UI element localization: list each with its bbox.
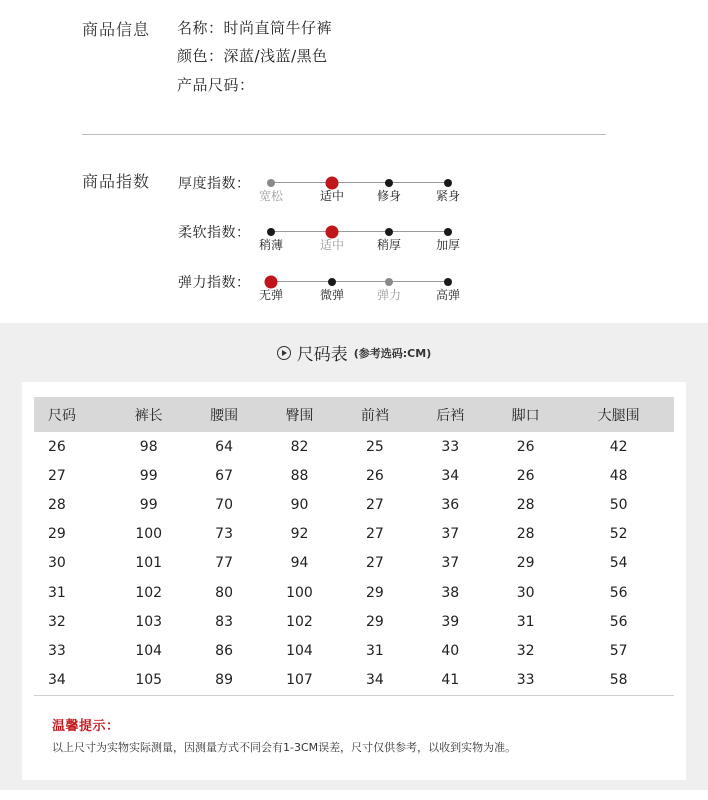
thickness-index-option: 修身: [376, 189, 402, 203]
thickness-index-option: 适中: [319, 189, 345, 203]
product-color-label: 颜色：: [177, 47, 224, 65]
table-row: [34, 490, 674, 519]
table-cell: 31: [516, 613, 535, 630]
table-cell: 33: [441, 438, 460, 455]
thickness-index-option: 宽松: [258, 189, 284, 203]
table-cell: 77: [215, 555, 233, 572]
table-row: [34, 666, 674, 696]
product-name-line: [177, 17, 332, 38]
table-cell: 39: [441, 613, 460, 630]
softness-index-dot: [444, 228, 452, 236]
table-cell: 27: [365, 496, 384, 513]
table-cell: 107: [262, 666, 337, 696]
table-cell: 29: [365, 584, 384, 601]
softness-index-option: 适中: [319, 238, 345, 252]
table-cell: 31: [48, 584, 66, 601]
table-cell: 40: [441, 642, 460, 659]
table-cell: 26: [48, 438, 66, 455]
table-cell: 102: [286, 613, 313, 630]
product-index-title: 商品指数: [82, 172, 151, 191]
thickness-index-track: [271, 182, 448, 183]
table-cell: 29: [365, 613, 384, 630]
table-cell: 88: [290, 467, 309, 484]
table-cell: 80: [215, 584, 233, 601]
elasticity-index-dot: [444, 278, 452, 286]
size-table: [34, 397, 674, 696]
table-cell: 52: [609, 526, 628, 543]
product-color-line: [177, 45, 328, 66]
table-cell: 42: [609, 438, 628, 455]
table-cell: 58: [563, 666, 674, 696]
table-cell: 26: [516, 467, 535, 484]
size-table-header-cell: 腰围: [186, 397, 261, 432]
tips-text: 以上尺寸为实物实际测量，因测量方式不同会有1-3CM误差，尺寸仅供参考，以收到实物为准。: [52, 741, 517, 754]
table-cell: 94: [290, 555, 309, 572]
thickness-index-option: 紧身: [435, 189, 461, 203]
table-cell: 105: [111, 666, 186, 696]
elasticity-index-dot: [385, 278, 393, 286]
table-cell: 73: [215, 526, 233, 543]
thickness-index-dot: [444, 179, 452, 187]
table-cell: 104: [286, 642, 313, 659]
table-cell: 56: [609, 613, 628, 630]
table-cell: 38: [441, 584, 460, 601]
table-cell: 70: [215, 496, 233, 513]
table-cell: 34: [34, 666, 111, 696]
table-cell: 34: [441, 467, 460, 484]
product-size-label: 产品尺码：: [177, 76, 255, 94]
thickness-index-dot: [385, 179, 393, 187]
table-cell: 26: [365, 467, 384, 484]
product-size-line: [177, 74, 255, 95]
table-cell: 28: [516, 496, 535, 513]
elasticity-index-option: 微弹: [319, 288, 345, 302]
table-cell: 101: [135, 555, 163, 572]
softness-index-dot: [385, 228, 393, 236]
table-row: [34, 432, 674, 461]
product-color-value: 深蓝/浅蓝/黑色: [223, 47, 328, 65]
table-cell: 48: [609, 467, 628, 484]
table-cell: 29: [48, 526, 66, 543]
softness-index-track: [271, 231, 448, 232]
tips-title: 温馨提示：: [52, 719, 120, 734]
table-cell: 37: [441, 555, 460, 572]
elasticity-index-option: 弹力: [376, 288, 402, 302]
table-row: [34, 520, 674, 549]
elasticity-index-dot: [328, 278, 336, 286]
table-cell: 32: [48, 613, 66, 630]
table-cell: 28: [48, 496, 66, 513]
table-cell: 102: [135, 584, 163, 601]
table-row: [34, 461, 674, 490]
table-cell: 30: [516, 584, 535, 601]
table-row: [34, 549, 674, 578]
size-table-header-cell: 前裆: [337, 397, 412, 432]
table-cell: 50: [609, 496, 628, 513]
size-table-header: [34, 397, 674, 432]
table-cell: 64: [215, 438, 233, 455]
softness-index-label: 柔软指数：: [178, 225, 251, 241]
table-row: [34, 636, 674, 665]
table-cell: 29: [516, 555, 535, 572]
size-chart-title: 尺码表: [296, 345, 348, 365]
table-cell: 56: [609, 584, 628, 601]
size-table-header-cell: 脚口: [488, 397, 563, 432]
table-cell: 90: [290, 496, 309, 513]
table-cell: 92: [290, 526, 309, 543]
table-cell: 100: [135, 526, 163, 543]
table-cell: 36: [441, 496, 460, 513]
softness-index-option: 稍厚: [376, 238, 402, 252]
table-cell: 28: [516, 526, 535, 543]
table-cell: 99: [139, 496, 158, 513]
table-cell: 54: [609, 555, 628, 572]
size-table-header-cell: 裤长: [111, 397, 186, 432]
table-cell: 27: [365, 526, 384, 543]
table-cell: 83: [215, 613, 233, 630]
thickness-index-label: 厚度指数：: [178, 176, 251, 192]
size-chart-heading: [277, 340, 431, 365]
play-circle-icon: [277, 346, 291, 360]
table-cell: 26: [516, 438, 535, 455]
table-cell: 33: [488, 666, 563, 696]
thickness-index-dot: [267, 179, 275, 187]
section-divider: [82, 134, 606, 135]
elasticity-index-label: 弹力指数：: [178, 275, 251, 291]
table-cell: 99: [139, 467, 158, 484]
softness-index-option: 加厚: [435, 238, 461, 252]
table-row: [34, 607, 674, 636]
size-table-header-cell: 大腿围: [563, 397, 674, 432]
table-cell: 100: [286, 584, 313, 601]
table-cell: 25: [365, 438, 384, 455]
softness-index-dot: [267, 228, 275, 236]
product-name-value: 时尚直筒牛仔裤: [223, 19, 333, 37]
softness-index-option: 稍薄: [258, 238, 284, 252]
table-cell: 37: [441, 526, 460, 543]
table-cell: 33: [48, 642, 66, 659]
table-cell: 89: [186, 666, 261, 696]
size-table-header-cell: 尺码: [34, 397, 111, 432]
size-table-header-cell: 后裆: [413, 397, 488, 432]
elasticity-index-option: 无弹: [258, 288, 284, 302]
table-cell: 57: [609, 642, 628, 659]
table-cell: 34: [337, 666, 412, 696]
size-table-header-cell: 臀围: [262, 397, 337, 432]
product-info-title: 商品信息: [82, 20, 151, 39]
table-cell: 98: [139, 438, 158, 455]
table-cell: 41: [413, 666, 488, 696]
table-cell: 86: [215, 642, 233, 659]
table-cell: 104: [135, 642, 163, 659]
size-chart-header: [0, 340, 708, 365]
table-cell: 32: [516, 642, 535, 659]
table-cell: 82: [290, 438, 309, 455]
size-chart-note: (参考选码:CM): [353, 346, 432, 360]
table-cell: 27: [48, 467, 66, 484]
product-name-label: 名称：: [177, 19, 224, 37]
elasticity-index-track: [271, 281, 448, 282]
table-cell: 27: [365, 555, 384, 572]
elasticity-index-option: 高弹: [435, 288, 461, 302]
table-cell: 31: [365, 642, 384, 659]
table-cell: 67: [215, 467, 233, 484]
table-row: [34, 578, 674, 607]
table-cell: 103: [135, 613, 163, 630]
table-cell: 30: [48, 555, 66, 572]
